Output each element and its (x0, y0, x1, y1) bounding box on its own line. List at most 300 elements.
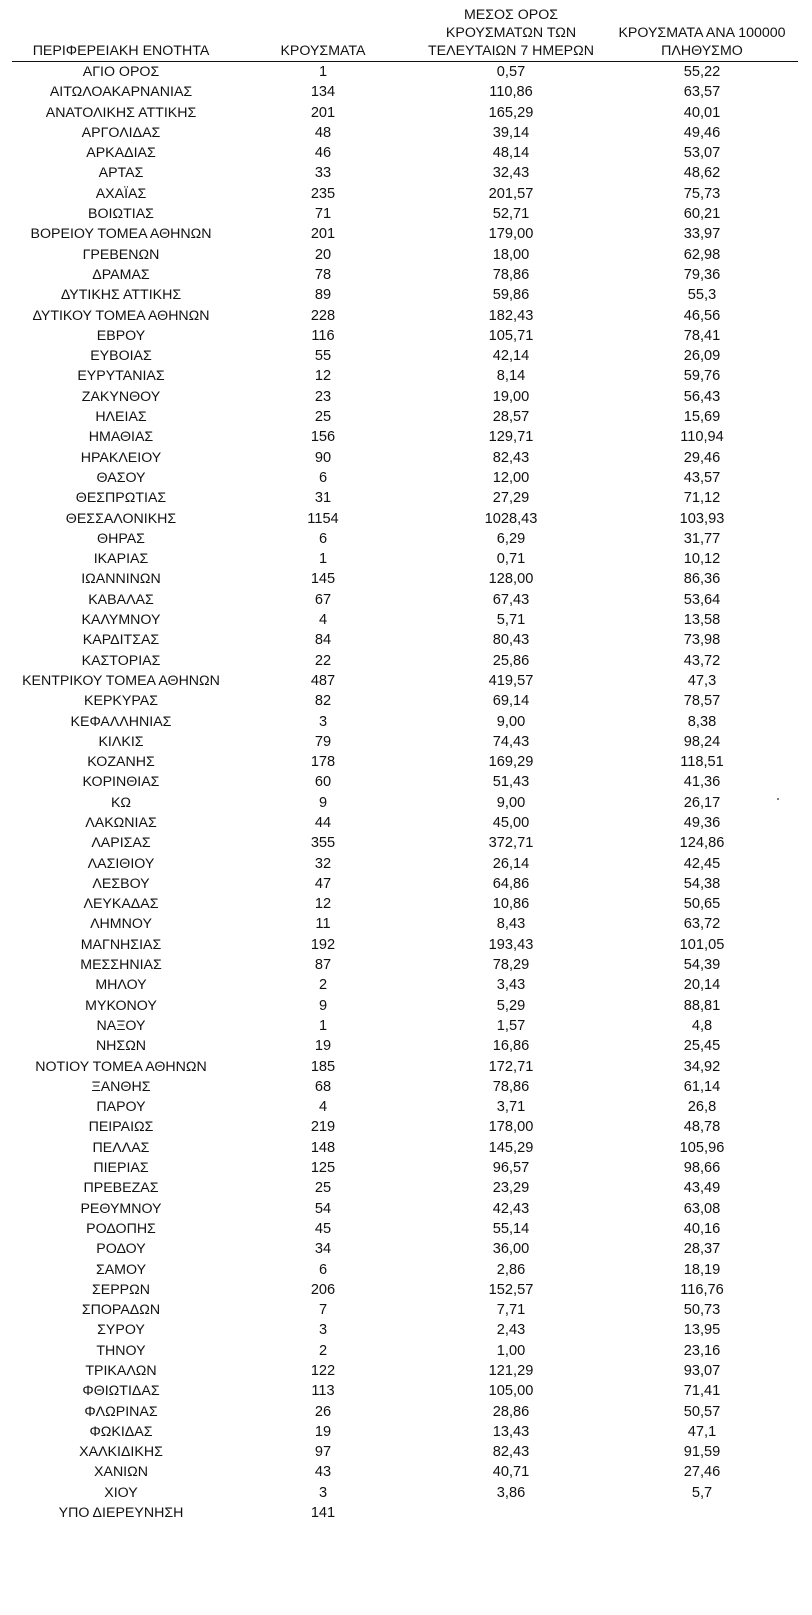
cell-7day-average: 80,43 (492, 632, 530, 649)
table-row (12, 488, 798, 508)
table-row (12, 549, 798, 569)
cell-cases: 6 (318, 469, 328, 486)
cell-cases-per-100k: 103,93 (679, 510, 725, 527)
cell-region: ΚΟΖΑΝΗΣ (87, 754, 155, 771)
cell-7day-average: 3,71 (496, 1099, 526, 1116)
cell-cases-per-100k: 88,81 (683, 997, 721, 1014)
cell-7day-average: 36,00 (492, 1241, 530, 1258)
cell-7day-average: 3,86 (496, 1484, 526, 1501)
cell-cases: 89 (314, 287, 332, 304)
cell-cases-per-100k: 53,64 (683, 591, 721, 608)
cell-7day-average: 16,86 (492, 1038, 530, 1055)
cell-7day-average: 179,00 (488, 226, 534, 243)
table-row (12, 163, 798, 183)
cell-7day-average: 1,57 (496, 1017, 526, 1034)
cell-cases: 134 (310, 84, 336, 101)
cell-cases: 23 (314, 388, 332, 405)
table-row (12, 854, 798, 874)
cell-7day-average: 105,71 (488, 327, 534, 344)
cell-7day-average: 9,00 (496, 713, 526, 730)
cell-cases: 113 (311, 1383, 335, 1400)
cell-cases-per-100k: 53,07 (683, 145, 721, 162)
cell-7day-average: 178,00 (488, 1119, 534, 1136)
cell-region: ΔΥΤΙΚΟΥ ΤΟΜΕΑ ΑΘΗΝΩΝ (32, 307, 210, 324)
table-row (12, 1097, 798, 1117)
cell-region: ΠΑΡΟΥ (96, 1099, 146, 1116)
cell-7day-average: 8,43 (496, 916, 526, 933)
cell-cases-per-100k: 105,96 (679, 1139, 725, 1156)
table-row (12, 975, 798, 995)
cell-region: ΦΩΚΙΔΑΣ (89, 1423, 153, 1440)
table-row (12, 509, 798, 529)
cell-cases: 6 (318, 530, 328, 547)
cell-7day-average: 69,14 (492, 693, 530, 710)
cell-7day-average: 193,43 (488, 936, 534, 953)
cell-cases: 206 (310, 1281, 336, 1298)
table-row (12, 285, 798, 305)
cell-cases-per-100k: 55,22 (683, 64, 721, 80)
cell-7day-average: 121,29 (488, 1363, 534, 1379)
cell-cases: 156 (310, 429, 336, 446)
cell-cases-per-100k: 34,92 (683, 1058, 721, 1075)
table-row (12, 610, 798, 630)
cell-region: ΜΑΓΝΗΣΙΑΣ (80, 936, 162, 953)
cell-7day-average: 48,14 (492, 145, 530, 162)
cell-cases-per-100k: 56,43 (683, 388, 721, 405)
cell-region: ΚΕΝΤΡΙΚΟΥ ΤΟΜΕΑ ΑΘΗΝΩΝ (22, 672, 220, 689)
header-cases-per-100k: ΚΡΟΥΣΜΑΤΑ ΑΝΑ 100000 ΠΛΗΘΥΣΜΟ (606, 6, 798, 62)
cell-region: ΙΩΑΝΝΙΝΩΝ (81, 571, 161, 588)
cell-cases-per-100k: 55,3 (687, 287, 717, 304)
table-row (12, 1178, 798, 1198)
table-row (12, 732, 798, 752)
cell-7day-average: 201,57 (488, 185, 534, 202)
cell-region: ΛΕΥΚΑΔΑΣ (83, 896, 159, 913)
cell-region: ΛΑΚΩΝΙΑΣ (85, 814, 157, 831)
cell-cases: 48 (314, 124, 332, 141)
cell-cases: 84 (314, 632, 332, 649)
cell-region: ΜΕΣΣΗΝΙΑΣ (80, 957, 162, 974)
cell-cases-per-100k: 13,95 (683, 1322, 721, 1339)
cell-cases-per-100k: 78,57 (683, 693, 721, 710)
cell-7day-average: 105,00 (488, 1383, 534, 1400)
table-row (12, 1219, 798, 1239)
cell-region: ΤΡΙΚΑΛΩΝ (85, 1363, 157, 1379)
cell-cases: 71 (314, 206, 332, 223)
cell-cases-per-100k: 41,36 (683, 774, 721, 791)
cell-region: ΡΕΘΥΜΝΟΥ (80, 1200, 162, 1217)
cell-cases-per-100k: 26,17 (683, 794, 721, 811)
cell-cases-per-100k: 93,07 (683, 1363, 721, 1379)
table-row (12, 1280, 798, 1300)
table-row (12, 1077, 798, 1097)
cell-cases: 4 (318, 612, 328, 629)
cell-region: ΚΕΡΚΥΡΑΣ (84, 693, 158, 710)
cell-cases: 31 (314, 490, 332, 507)
cell-cases: 33 (314, 165, 332, 182)
cell-region: ΦΘΙΩΤΙΔΑΣ (82, 1383, 160, 1400)
cell-cases-per-100k: 29,46 (683, 449, 721, 466)
cell-7day-average: 28,57 (492, 409, 530, 426)
cell-cases-per-100k: 26,8 (687, 1099, 717, 1116)
table-body (12, 62, 798, 1524)
header-cases: ΚΡΟΥΣΜΑΤΑ (230, 6, 416, 62)
cell-region: ΛΕΣΒΟΥ (92, 875, 150, 892)
cell-region: ΕΒΡΟΥ (96, 327, 146, 344)
cell-region: ΗΜΑΘΙΑΣ (88, 429, 154, 446)
cell-region: ΚΑΛΥΜΝΟΥ (81, 612, 161, 629)
cell-7day-average: 25,86 (492, 652, 530, 669)
table-row (12, 204, 798, 224)
table-row (12, 407, 798, 427)
table-row (12, 1239, 798, 1259)
table-row (12, 793, 798, 813)
cell-cases-per-100k: 49,36 (683, 814, 721, 831)
table-row (12, 82, 798, 102)
cell-cases-per-100k: 42,45 (683, 855, 721, 872)
cell-cases-per-100k: 110,94 (680, 429, 724, 446)
table-row (12, 326, 798, 346)
cell-7day-average: 52,71 (492, 206, 530, 223)
cell-7day-average: 26,14 (492, 855, 530, 872)
cell-cases-per-100k: 50,57 (683, 1403, 721, 1420)
table-row (12, 224, 798, 244)
cell-region: ΠΕΙΡΑΙΩΣ (88, 1119, 154, 1136)
cell-cases: 9 (318, 997, 328, 1014)
cell-cases-per-100k: 101,05 (679, 936, 725, 953)
cell-region: ΥΠΟ ΔΙΕΡΕΥΝΗΣΗ (58, 1505, 184, 1522)
cell-cases: 11 (315, 916, 331, 933)
cell-7day-average: 5,71 (496, 612, 526, 629)
cell-cases: 67 (314, 591, 332, 608)
cell-cases: 79 (314, 733, 332, 750)
cell-cases: 235 (310, 185, 336, 202)
cell-cases: 4 (318, 1099, 328, 1116)
table-row (12, 914, 798, 934)
cell-7day-average: 165,29 (488, 104, 534, 121)
cell-cases-per-100k: 63,72 (683, 916, 721, 933)
table-row (12, 712, 798, 732)
cell-cases: 185 (310, 1058, 336, 1075)
cell-region: ΠΙΕΡΙΑΣ (93, 1160, 149, 1177)
table-row (12, 935, 798, 955)
cell-cases: 78 (314, 266, 332, 283)
cell-cases-per-100k: 40,16 (683, 1220, 721, 1237)
cell-region: ΣΥΡΟΥ (97, 1322, 145, 1339)
cell-cases: 43 (314, 1464, 332, 1481)
cell-cases: 192 (310, 936, 336, 953)
table-row (12, 62, 798, 83)
cell-7day-average: 45,00 (492, 814, 530, 831)
cell-region: ΔΥΤΙΚΗΣ ΑΤΤΙΚΗΣ (60, 287, 182, 304)
cell-7day-average: 169,29 (488, 754, 534, 771)
table-row (12, 265, 798, 285)
table-row (12, 651, 798, 671)
cell-cases: 201 (310, 226, 336, 243)
cell-region: ΛΑΣΙΘΙΟΥ (87, 855, 155, 872)
cell-cases-per-100k: 54,38 (683, 875, 721, 892)
table-row (12, 1483, 798, 1503)
cell-cases-per-100k: 75,73 (683, 185, 721, 202)
cell-cases-per-100k: 10,12 (683, 551, 721, 568)
table-row (12, 1260, 798, 1280)
cell-region: ΚΟΡΙΝΘΙΑΣ (82, 774, 160, 791)
table-row (12, 772, 798, 792)
cell-7day-average: 51,43 (492, 774, 530, 791)
cell-7day-average: 419,57 (488, 672, 534, 689)
cell-cases-per-100k: 43,49 (683, 1180, 721, 1197)
cell-region: ΔΡΑΜΑΣ (92, 266, 150, 283)
table-row (12, 1117, 798, 1137)
table-row (12, 569, 798, 589)
cell-7day-average: 182,43 (488, 307, 534, 324)
cell-7day-average: 0,71 (496, 551, 526, 568)
cell-region: ΘΑΣΟΥ (96, 469, 146, 486)
cell-cases-per-100k: 48,62 (683, 165, 721, 182)
table-row (12, 1199, 798, 1219)
cell-7day-average: 110,86 (489, 84, 533, 101)
cell-cases: 22 (314, 652, 332, 669)
table-row (12, 427, 798, 447)
cell-cases: 32 (314, 855, 332, 872)
table-row (12, 955, 798, 975)
cell-region: ΑΡΓΟΛΙΔΑΣ (81, 124, 161, 141)
cell-cases: 20 (314, 246, 332, 263)
cell-cases: 7 (318, 1302, 328, 1319)
table-row (12, 346, 798, 366)
table-row (12, 245, 798, 265)
stray-mark (777, 798, 779, 800)
table-row (12, 184, 798, 204)
table-row (12, 1158, 798, 1178)
cell-region: ΚΙΛΚΙΣ (98, 733, 144, 750)
cell-cases: 148 (310, 1139, 336, 1156)
cell-region: ΛΗΜΝΟΥ (90, 916, 152, 933)
cell-cases-per-100k (606, 1503, 798, 1523)
table-row (12, 103, 798, 123)
cell-cases: 26 (314, 1403, 332, 1420)
cell-cases-per-100k: 116,76 (680, 1281, 724, 1298)
cell-7day-average: 55,14 (492, 1220, 530, 1237)
cell-cases: 1 (318, 64, 328, 80)
cell-cases: 1 (318, 1017, 328, 1034)
cell-cases-per-100k: 8,38 (687, 713, 717, 730)
table-row (12, 1361, 798, 1381)
table-row (12, 590, 798, 610)
cell-cases-per-100k: 27,46 (683, 1464, 721, 1481)
cell-cases: 25 (314, 409, 332, 426)
cell-cases: 116 (311, 327, 335, 344)
cell-cases: 2 (318, 1342, 328, 1359)
cell-7day-average: 19,00 (492, 388, 530, 405)
cell-7day-average: 67,43 (492, 591, 530, 608)
cell-region: ΑΝΑΤΟΛΙΚΗΣ ΑΤΤΙΚΗΣ (45, 104, 197, 121)
cell-cases-per-100k: 63,08 (683, 1200, 721, 1217)
cell-region: ΚΑΣΤΟΡΙΑΣ (81, 652, 161, 669)
cell-region: ΡΟΔΟΠΗΣ (86, 1220, 156, 1237)
cell-region: ΓΡΕΒΕΝΩΝ (82, 246, 160, 263)
header-7day-average: ΜΕΣΟΣ ΟΡΟΣ ΚΡΟΥΣΜΑΤΩΝ ΤΩΝ ΤΕΛΕΥΤΑΙΩΝ 7 ΗΜΕΡΩΝ (416, 6, 606, 62)
table-row (12, 813, 798, 833)
table-row (12, 671, 798, 691)
cell-region: ΣΑΜΟΥ (95, 1261, 147, 1278)
cell-cases-per-100k: 18,19 (683, 1261, 721, 1278)
cell-region: ΝΗΣΩΝ (95, 1038, 147, 1055)
cell-region: ΗΛΕΙΑΣ (95, 409, 147, 426)
cell-region: ΛΑΡΙΣΑΣ (91, 835, 151, 852)
cell-region: ΚΕΦΑΛΛΗΝΙΑΣ (70, 713, 172, 730)
cell-cases: 122 (310, 1363, 336, 1379)
cell-7day-average: 372,71 (488, 835, 534, 852)
cell-7day-average: 1028,43 (484, 510, 538, 527)
table-header (12, 6, 798, 62)
cell-region: ΡΟΔΟΥ (96, 1241, 146, 1258)
cell-cases-per-100k: 28,37 (683, 1241, 721, 1258)
cell-cases: 1154 (307, 510, 339, 527)
cell-7day-average: 3,43 (496, 977, 526, 994)
table-row (12, 752, 798, 772)
cell-cases-per-100k: 71,12 (683, 490, 721, 507)
cell-region: ΣΠΟΡΑΔΩΝ (81, 1302, 161, 1319)
cell-region: ΑΓΙΟ ΟΡΟΣ (82, 64, 160, 80)
table-row (12, 894, 798, 914)
table-row (12, 448, 798, 468)
cell-region: ΕΥΒΟΙΑΣ (90, 348, 152, 365)
cell-7day-average: 59,86 (492, 287, 530, 304)
cell-cases: 355 (310, 835, 336, 852)
cell-cases-per-100k: 79,36 (683, 266, 721, 283)
cell-cases-per-100k: 61,14 (683, 1078, 721, 1095)
cell-cases: 9 (318, 794, 328, 811)
table-row (12, 1422, 798, 1442)
table-row (12, 1503, 798, 1523)
cell-7day-average: 12,00 (492, 469, 530, 486)
cell-cases: 45 (314, 1220, 332, 1237)
table-row (12, 691, 798, 711)
cell-7day-average: 8,14 (496, 368, 526, 385)
cell-cases: 82 (314, 693, 332, 710)
cell-7day-average: 42,14 (492, 348, 530, 365)
cell-region: ΚΑΒΑΛΑΣ (88, 591, 154, 608)
header-row (12, 6, 798, 62)
cell-cases: 228 (310, 307, 336, 324)
cell-cases: 6 (318, 1261, 328, 1278)
cell-region: ΤΗΝΟΥ (96, 1342, 146, 1359)
cell-7day-average: 10,86 (492, 896, 530, 913)
cell-cases: 178 (310, 754, 336, 771)
cell-cases: 87 (314, 957, 332, 974)
spreadsheet-sheet (12, 6, 798, 1523)
table-row (12, 630, 798, 650)
cell-7day-average: 128,00 (488, 571, 534, 588)
cell-cases-per-100k: 47,3 (687, 672, 717, 689)
cell-cases: 141 (310, 1505, 336, 1522)
table-row (12, 996, 798, 1016)
cell-7day-average: 6,29 (496, 530, 526, 547)
cell-region: ΘΕΣΠΡΩΤΙΑΣ (75, 490, 167, 507)
cell-7day-average: 42,43 (492, 1200, 530, 1217)
cell-7day-average: 64,86 (492, 875, 530, 892)
cell-cases: 219 (310, 1119, 336, 1136)
table-row (12, 1320, 798, 1340)
cell-region: ΦΛΩΡΙΝΑΣ (84, 1403, 158, 1420)
cell-cases: 90 (314, 449, 332, 466)
table-row (12, 1402, 798, 1422)
cell-region: ΚΑΡΔΙΤΣΑΣ (82, 632, 160, 649)
cell-cases-per-100k: 23,16 (683, 1342, 721, 1359)
table-row (12, 1462, 798, 1482)
cell-cases-per-100k: 124,86 (679, 835, 725, 852)
cell-region: ΜΥΚΟΝΟΥ (85, 997, 157, 1014)
cell-region: ΘΗΡΑΣ (97, 530, 145, 547)
cell-cases-per-100k: 50,65 (683, 896, 721, 913)
cell-cases-per-100k: 20,14 (683, 977, 721, 994)
cell-region: ΗΡΑΚΛΕΙΟΥ (80, 449, 162, 466)
cell-7day-average: 78,86 (492, 266, 530, 283)
cell-7day-average: 82,43 (492, 449, 530, 466)
cell-cases-per-100k: 54,39 (683, 957, 721, 974)
header-region: ΠΕΡΙΦΕΡΕΙΑΚΗ ΕΝΟΤΗΤΑ (12, 6, 230, 62)
cell-cases: 25 (314, 1180, 332, 1197)
cell-cases: 44 (314, 814, 332, 831)
cell-cases-per-100k: 33,97 (683, 226, 721, 243)
cell-7day-average: 13,43 (492, 1423, 530, 1440)
cell-7day-average: 145,29 (488, 1139, 534, 1156)
table-row (12, 366, 798, 386)
cell-cases: 12 (314, 896, 332, 913)
table-row (12, 306, 798, 326)
cell-7day-average: 2,43 (496, 1322, 526, 1339)
cell-cases: 55 (314, 348, 332, 365)
cell-7day-average (416, 1503, 606, 1523)
cell-7day-average: 5,29 (496, 997, 526, 1014)
cell-region: ΒΟΡΕΙΟΥ ΤΟΜΕΑ ΑΘΗΝΩΝ (30, 226, 212, 243)
cell-region: ΚΩ (110, 794, 132, 811)
cell-region: ΣΕΡΡΩΝ (91, 1281, 150, 1298)
cell-region: ΧΑΝΙΩΝ (94, 1464, 148, 1481)
cell-cases-per-100k: 86,36 (683, 571, 721, 588)
cell-cases-per-100k: 25,45 (683, 1038, 721, 1055)
cell-region: ΑΡΚΑΔΙΑΣ (86, 145, 156, 162)
cell-region: ΑΙΤΩΛΟΑΚΑΡΝΑΝΙΑΣ (49, 84, 193, 101)
cell-cases-per-100k: 26,09 (683, 348, 721, 365)
cell-cases-per-100k: 13,58 (683, 612, 721, 629)
table-row (12, 1300, 798, 1320)
cell-7day-average: 7,71 (496, 1302, 526, 1319)
cell-region: ΖΑΚΥΝΘΟΥ (81, 388, 161, 405)
cell-7day-average: 96,57 (492, 1160, 530, 1177)
cell-7day-average: 32,43 (492, 165, 530, 182)
table-row (12, 143, 798, 163)
cell-cases-per-100k: 98,66 (683, 1160, 721, 1177)
cell-cases-per-100k: 118,51 (680, 754, 724, 771)
cell-7day-average: 28,86 (492, 1403, 530, 1420)
table-row (12, 123, 798, 143)
cell-cases-per-100k: 43,72 (683, 652, 721, 669)
cell-region: ΜΗΛΟΥ (95, 977, 147, 994)
cell-cases: 145 (310, 571, 336, 588)
cell-region: ΠΕΛΛΑΣ (92, 1139, 150, 1156)
cell-7day-average: 129,71 (488, 429, 534, 446)
cell-cases: 34 (314, 1241, 332, 1258)
cell-cases: 54 (314, 1200, 332, 1217)
cell-cases-per-100k: 46,56 (683, 307, 721, 324)
cell-7day-average: 172,71 (488, 1058, 534, 1075)
table-row (12, 529, 798, 549)
cell-cases-per-100k: 4,8 (691, 1017, 713, 1034)
cell-cases-per-100k: 43,57 (683, 469, 721, 486)
table-row (12, 1442, 798, 1462)
